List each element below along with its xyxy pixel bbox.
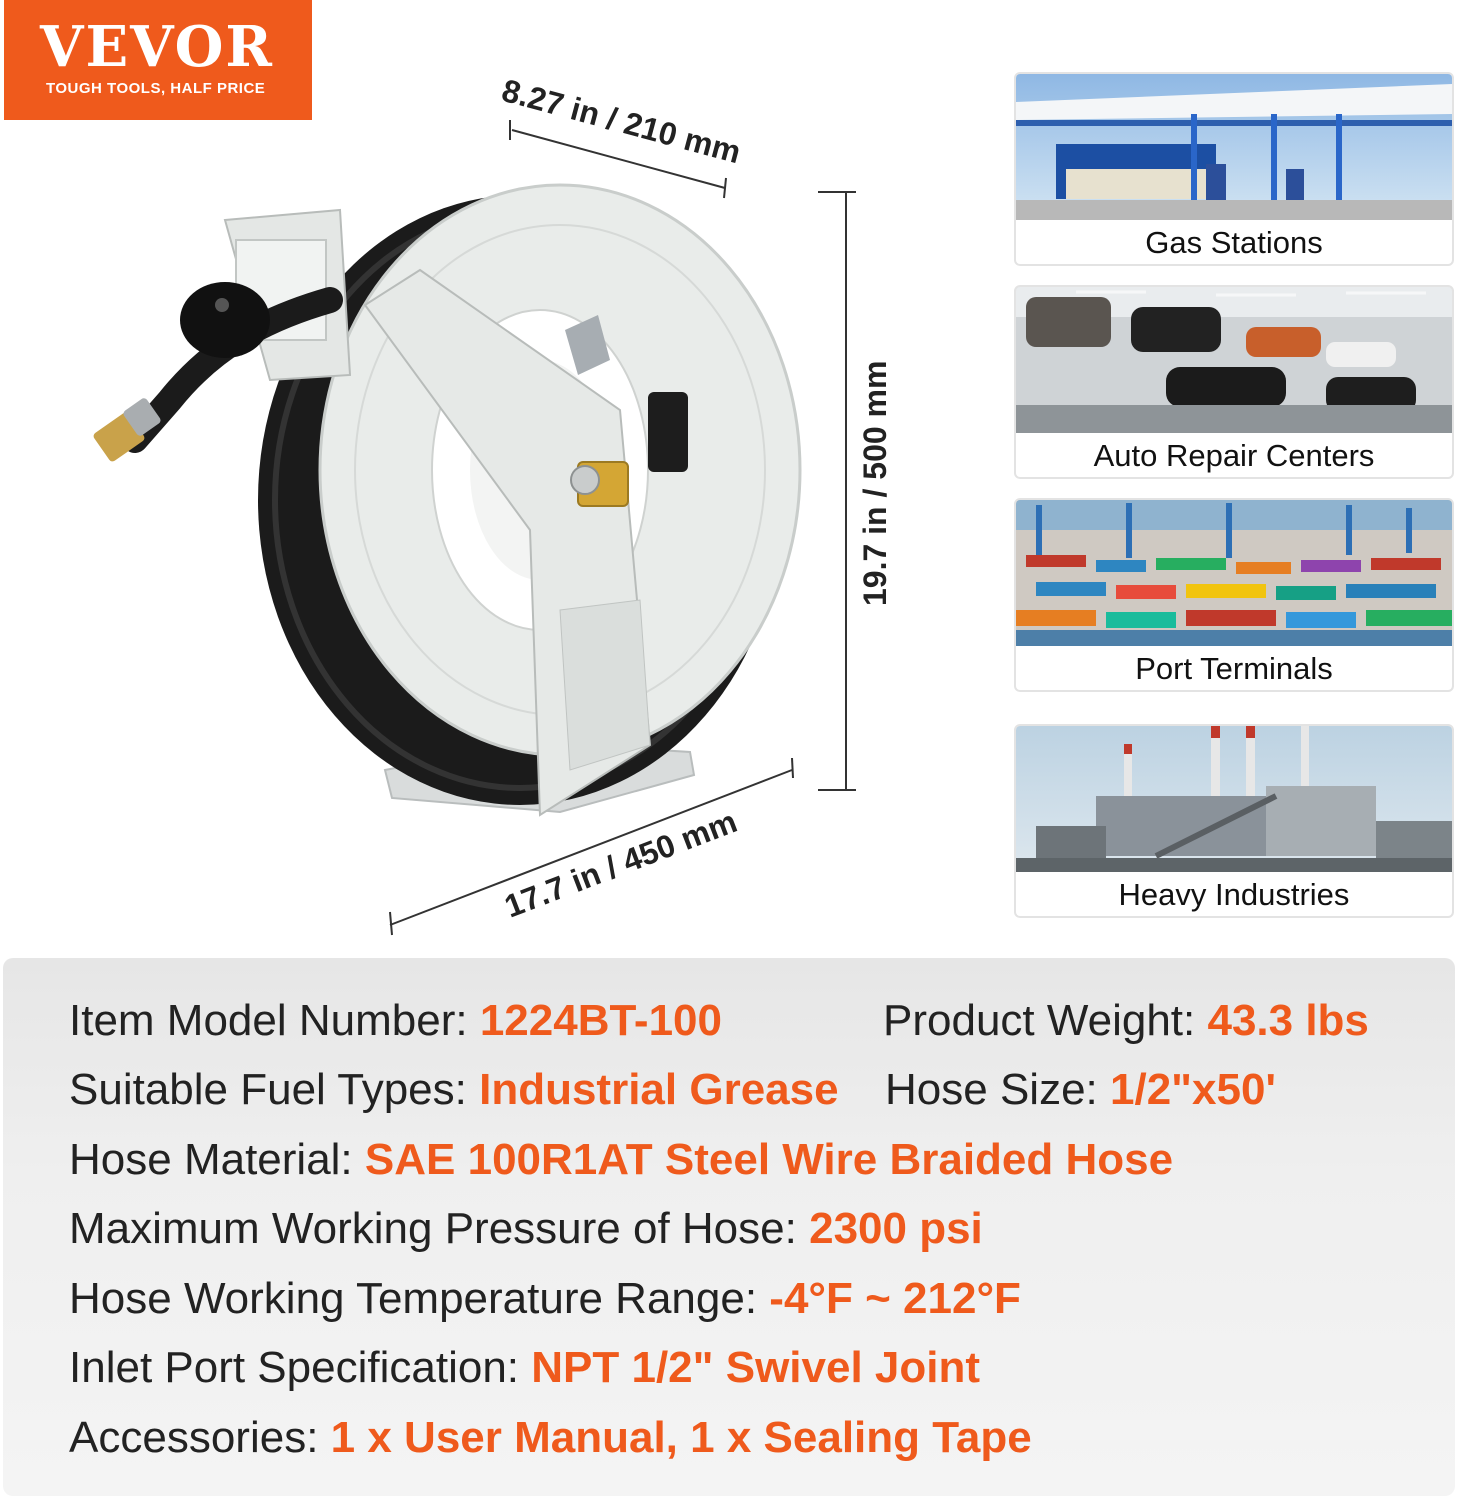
depth-dimension-label: 8.27 in / 210 mm (498, 71, 745, 171)
application-card (1014, 498, 1454, 692)
spec-label: Maximum Working Pressure of Hose: (69, 1204, 797, 1253)
spec-pressure (69, 1204, 983, 1254)
spec-accessories (69, 1413, 1032, 1463)
spec-label: Inlet Port Specification: (69, 1343, 520, 1392)
spec-label: Suitable Fuel Types: (69, 1065, 467, 1114)
brand-name: VEVOR (40, 14, 274, 80)
spec-label: Item Model Number: (69, 996, 468, 1045)
spec-inlet (69, 1343, 980, 1393)
application-label: Port Terminals (1135, 651, 1333, 686)
spec-label: Product Weight: (883, 996, 1196, 1045)
application-label: Auto Repair Centers (1093, 438, 1375, 473)
gas-station-photo (1016, 74, 1452, 220)
specifications-panel (3, 958, 1455, 1496)
heavy-industry-photo (1016, 726, 1452, 872)
application-card (1014, 285, 1454, 479)
spec-value: 1/2"x50' (1110, 1065, 1276, 1114)
brand-tagline: TOUGH TOOLS, HALF PRICE (46, 80, 266, 97)
application-label: Heavy Industries (1118, 877, 1350, 912)
spec-value: 1 x User Manual, 1 x Sealing Tape (330, 1413, 1032, 1462)
application-label: Gas Stations (1145, 225, 1323, 260)
spec-value: NPT 1/2" Swivel Joint (531, 1343, 981, 1392)
spec-value: 1224BT-100 (479, 996, 722, 1045)
spec-weight (883, 996, 1369, 1046)
hose-stopper (180, 282, 270, 358)
spec-material (69, 1135, 1173, 1185)
spec-label: Hose Working Temperature Range: (69, 1274, 758, 1323)
spec-label: Accessories: (69, 1413, 319, 1462)
spec-value: -4°F ~ 212°F (769, 1274, 1021, 1323)
spec-value: 2300 psi (809, 1204, 983, 1253)
spec-hose-size (885, 1065, 1276, 1115)
spec-fuel (69, 1065, 839, 1115)
hose-reel-illustration (0, 0, 1000, 950)
auto-repair-photo (1016, 287, 1452, 433)
spec-value: 43.3 lbs (1207, 996, 1369, 1045)
spec-value: Industrial Grease (479, 1065, 839, 1114)
spec-model (69, 996, 722, 1046)
spec-temperature (69, 1274, 1021, 1324)
spec-value: SAE 100R1AT Steel Wire Braided Hose (364, 1135, 1174, 1184)
spec-label: Hose Size: (885, 1065, 1098, 1114)
application-card (1014, 72, 1454, 266)
width-dimension-label: 17.7 in / 450 mm (499, 802, 742, 925)
height-dimension-label: 19.7 in / 500 mm (857, 360, 893, 606)
port-terminal-photo (1016, 500, 1452, 646)
application-card (1014, 724, 1454, 918)
spec-label: Hose Material: (69, 1135, 353, 1184)
